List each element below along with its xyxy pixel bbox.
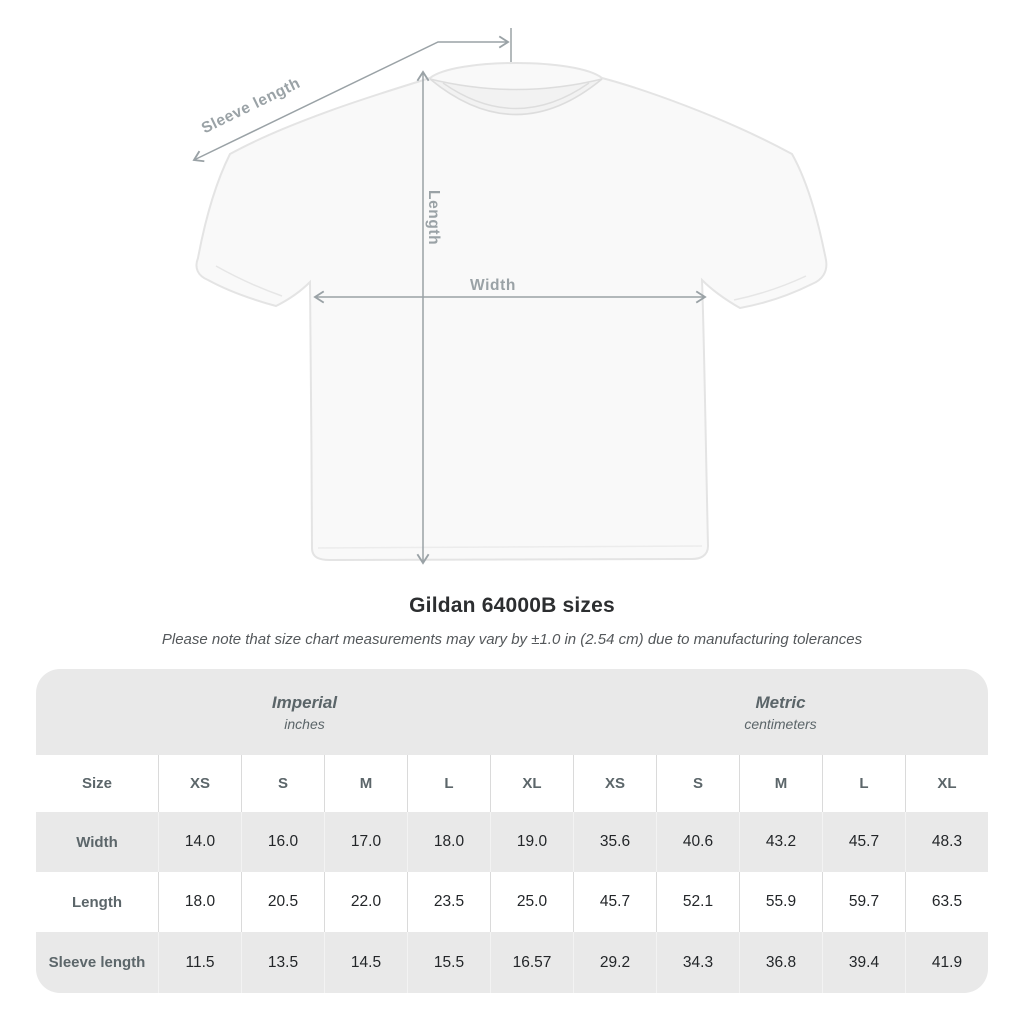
length-metric-xs: 45.7 xyxy=(573,872,656,932)
sleeve-imperial-xs: 11.5 xyxy=(158,932,241,993)
width-imperial-xs: 14.0 xyxy=(158,812,241,872)
sleeve-imperial-s: 13.5 xyxy=(241,932,324,993)
size-header-imperial-xs: XS xyxy=(158,755,241,812)
sleeve-imperial-m: 14.5 xyxy=(324,932,407,993)
sleeve-metric-l: 39.4 xyxy=(822,932,905,993)
row-label-width: Width xyxy=(36,812,158,872)
sleeve-imperial-xl: 16.57 xyxy=(490,932,573,993)
length-imperial-s: 20.5 xyxy=(241,872,324,932)
imperial-title: Imperial xyxy=(271,692,338,712)
width-metric-l: 45.7 xyxy=(822,812,905,872)
imperial-unit: inches xyxy=(284,715,325,732)
width-metric-s: 40.6 xyxy=(656,812,739,872)
width-imperial-s: 16.0 xyxy=(241,812,324,872)
tshirt-graphic xyxy=(196,63,826,560)
size-header-imperial-s: S xyxy=(241,755,324,812)
metric-unit: centimeters xyxy=(744,715,817,732)
length-imperial-m: 22.0 xyxy=(324,872,407,932)
length-metric-m: 55.9 xyxy=(739,872,822,932)
row-label-length: Length xyxy=(72,893,122,911)
length-metric-l: 59.7 xyxy=(822,872,905,932)
sleeve-imperial-l: 15.5 xyxy=(407,932,490,993)
size-header-metric-xl: XL xyxy=(905,755,988,812)
width-imperial-l: 18.0 xyxy=(407,812,490,872)
width-label: Width xyxy=(470,277,516,294)
size-chart-table xyxy=(36,669,988,993)
metric-header xyxy=(573,669,988,755)
length-imperial-xs: 18.0 xyxy=(158,872,241,932)
width-metric-m: 43.2 xyxy=(739,812,822,872)
sleeve-length-label: Sleeve length xyxy=(198,74,304,138)
sleeve-metric-m: 36.8 xyxy=(739,932,822,993)
size-header-imperial-m: M xyxy=(324,755,407,812)
metric-title: Metric xyxy=(755,692,806,712)
imperial-header xyxy=(36,669,573,755)
sleeve-metric-xl: 41.9 xyxy=(905,932,988,993)
size-header-metric-s: S xyxy=(656,755,739,812)
length-metric-s: 52.1 xyxy=(656,872,739,932)
size-header-metric-xs: XS xyxy=(573,755,656,812)
width-imperial-xl: 19.0 xyxy=(490,812,573,872)
length-label: Length xyxy=(425,190,442,246)
sleeve-metric-xs: 29.2 xyxy=(573,932,656,993)
length-imperial-l: 23.5 xyxy=(407,872,490,932)
width-metric-xl: 48.3 xyxy=(905,812,988,872)
size-header-metric-l: L xyxy=(822,755,905,812)
length-metric-xl: 63.5 xyxy=(905,872,988,932)
width-imperial-m: 17.0 xyxy=(324,812,407,872)
page-title: Gildan 64000B sizes xyxy=(409,594,615,617)
width-metric-xs: 35.6 xyxy=(573,812,656,872)
tolerance-note: Please note that size chart measurements may vary by ±1.0 in (2.54 cm) due to manufacturing tolerances xyxy=(161,631,863,648)
size-header-metric-m: M xyxy=(739,755,822,812)
length-imperial-xl: 25.0 xyxy=(490,872,573,932)
size-header-imperial-l: L xyxy=(407,755,490,812)
row-label-sleeve-length: Sleeve length xyxy=(36,932,158,993)
size-column-header: Size xyxy=(81,775,112,792)
size-header-imperial-xl: XL xyxy=(490,755,573,812)
sleeve-metric-s: 34.3 xyxy=(656,932,739,993)
